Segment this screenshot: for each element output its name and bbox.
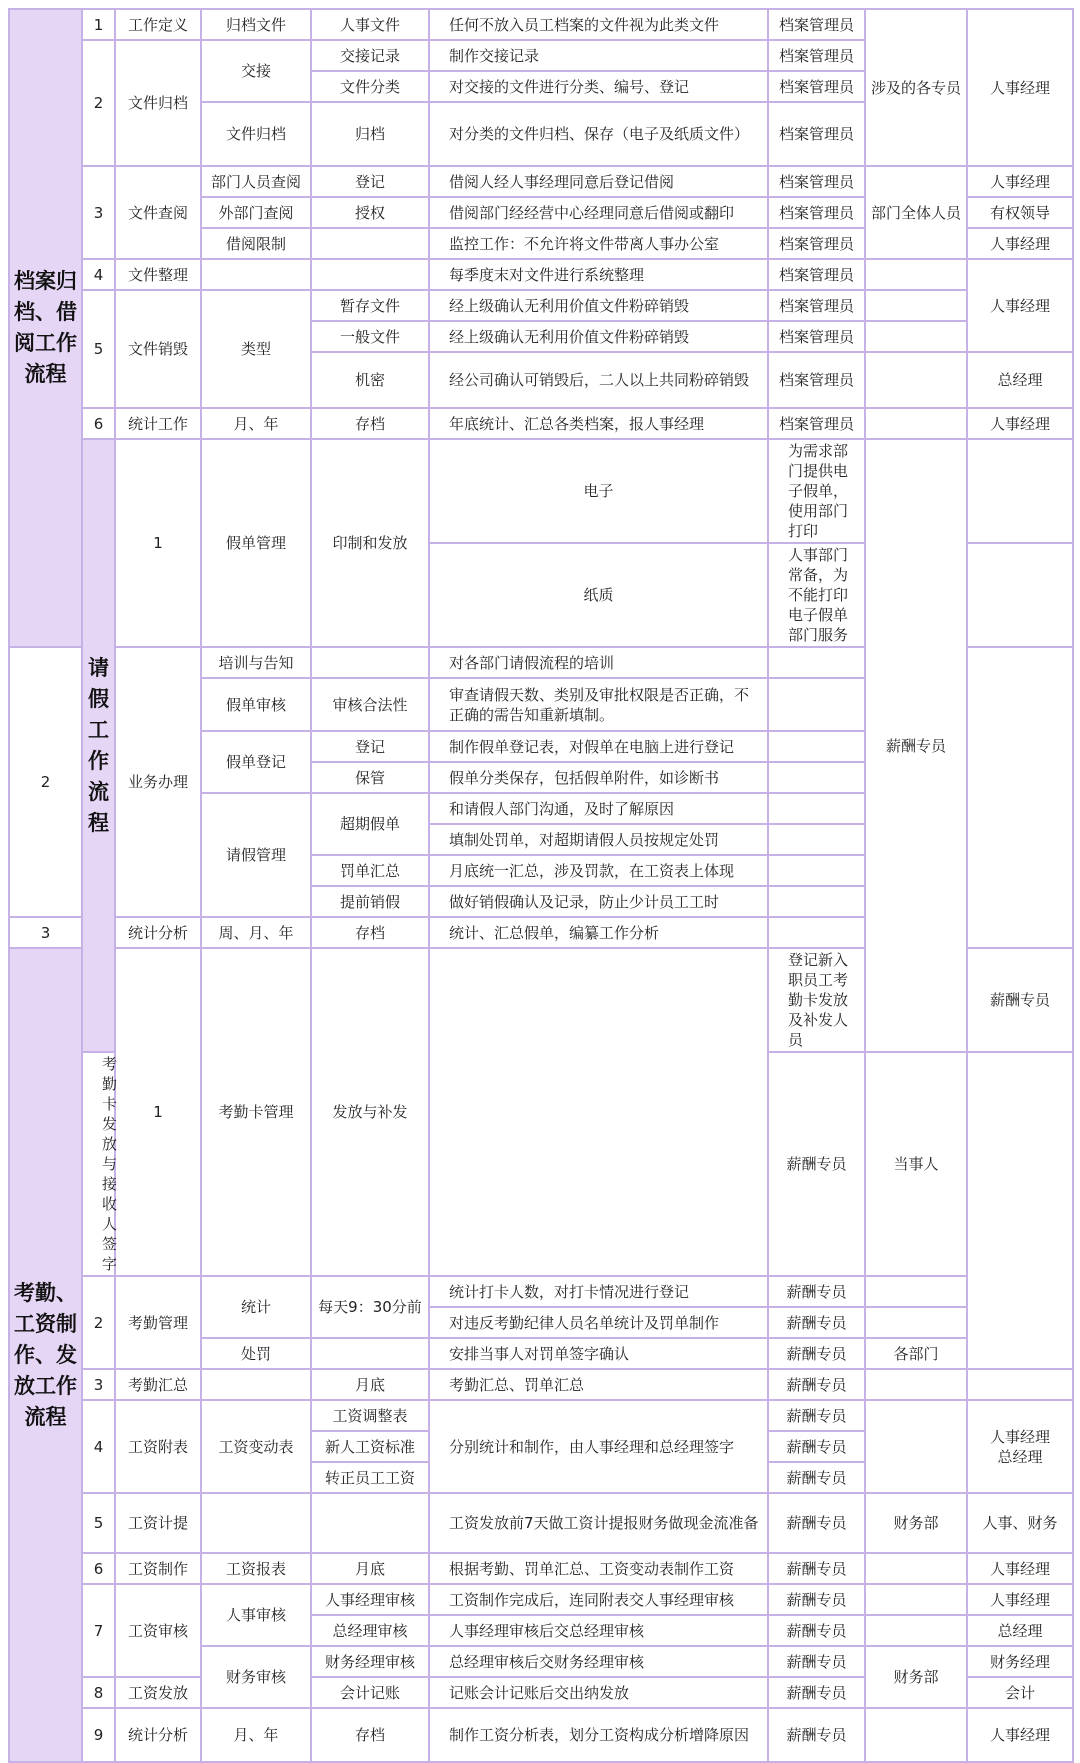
description: 根据考勤、罚单汇总、工资变动表制作工资 — [429, 1553, 768, 1584]
owner: 档案管理员 — [768, 228, 865, 259]
description: 制作工资分析表，划分工资构成分析增降原因 — [429, 1708, 768, 1762]
party — [768, 824, 865, 855]
description: 分别统计和制作，由人事经理和总经理签字 — [429, 1400, 768, 1493]
task-name: 业务办理 — [115, 647, 201, 917]
item — [311, 228, 429, 259]
description: 监控工作：不允许将文件带离人事办公室 — [429, 228, 768, 259]
party — [768, 762, 865, 793]
item: 交接记录 — [311, 40, 429, 71]
item: 财务经理审核 — [311, 1646, 429, 1677]
owner: 薪酬专员 — [768, 1584, 865, 1615]
party — [967, 439, 1073, 543]
owner: 薪酬专员 — [768, 1646, 865, 1677]
party — [865, 1708, 967, 1762]
owner: 薪酬专员 — [768, 1677, 865, 1708]
row-no: 4 — [82, 1400, 115, 1493]
party — [865, 1615, 967, 1646]
description: 经上级确认无利用价值文件粉碎销毁 — [429, 321, 768, 352]
approver: 人事经理 — [967, 1553, 1073, 1584]
task-name: 考勤卡管理 — [201, 948, 311, 1276]
approver: 人事经理 — [967, 259, 1073, 352]
description: 对违反考勤纪律人员名单统计及罚单制作 — [429, 1307, 768, 1338]
owner: 档案管理员 — [768, 259, 865, 290]
task-name: 工资计提 — [115, 1493, 201, 1553]
description: 统计打卡人数，对打卡情况进行登记 — [429, 1276, 768, 1307]
row-no: 5 — [82, 1493, 115, 1553]
sub-item: 部门人员查阅 — [201, 166, 311, 197]
approver: 财务经理 — [967, 1646, 1073, 1677]
owner: 薪酬专员 — [768, 1431, 865, 1462]
sub-item: 假单登记 — [201, 731, 311, 793]
sub-item: 人事审核 — [201, 1584, 311, 1646]
owner: 薪酬专员 — [768, 1400, 865, 1431]
item: 归档 — [311, 102, 429, 166]
item: 转正员工工资 — [311, 1462, 429, 1493]
owner: 档案管理员 — [768, 290, 865, 321]
row-no: 6 — [82, 408, 115, 439]
description: 借阅部门经经营中心经理同意后借阅或翻印 — [429, 197, 768, 228]
task-name: 考勤汇总 — [115, 1369, 201, 1400]
description: 年底统计、汇总各类档案，报人事经理 — [429, 408, 768, 439]
item: 登记 — [311, 166, 429, 197]
task-name: 工资发放 — [115, 1677, 201, 1708]
description: 总经理审核后交财务经理审核 — [429, 1646, 768, 1677]
sub-item: 归档文件 — [201, 9, 311, 40]
owner: 薪酬专员 — [768, 1462, 865, 1493]
item — [429, 948, 768, 1276]
sub-item: 处罚 — [201, 1338, 311, 1369]
item — [311, 1493, 429, 1553]
party — [768, 917, 865, 948]
owner: 薪酬专员 — [768, 1052, 865, 1276]
description: 对各部门请假流程的培训 — [429, 647, 768, 678]
row-no: 1 — [115, 948, 201, 1276]
sub-item: 工资报表 — [201, 1553, 311, 1584]
task-name: 统计工作 — [115, 408, 201, 439]
owner: 薪酬专员 — [967, 948, 1073, 1052]
party — [865, 1276, 967, 1307]
sub-item: 工资变动表 — [201, 1400, 311, 1493]
description: 人事经理审核后交总经理审核 — [429, 1615, 768, 1646]
item: 存档 — [311, 917, 429, 948]
task-name: 工资制作 — [115, 1553, 201, 1584]
approver: 人事经理 — [967, 9, 1073, 166]
task-name: 文件归档 — [115, 40, 201, 166]
task-name: 工作定义 — [115, 9, 201, 40]
approver: 有权领导 — [967, 197, 1073, 228]
party — [865, 1553, 967, 1584]
row-no: 7 — [82, 1584, 115, 1677]
row-no: 3 — [9, 917, 82, 948]
approver: 会计 — [967, 1677, 1073, 1708]
item: 机密 — [311, 352, 429, 408]
description: 为需求部门提供电子假单，使用部门打印 — [768, 439, 865, 543]
item: 一般文件 — [311, 321, 429, 352]
description: 统计、汇总假单，编纂工作分析 — [429, 917, 768, 948]
description: 经上级确认无利用价值文件粉碎销毁 — [429, 290, 768, 321]
item: 存档 — [311, 408, 429, 439]
row-no: 2 — [82, 1276, 115, 1369]
party — [768, 855, 865, 886]
description: 工资发放前7天做工资计提报财务做现金流准备 — [429, 1493, 768, 1553]
party — [865, 1307, 967, 1338]
owner: 薪酬专员 — [768, 1493, 865, 1553]
item: 每天9：30分前 — [311, 1276, 429, 1338]
task-name: 假单管理 — [201, 439, 311, 647]
sub-item: 培训与告知 — [201, 647, 311, 678]
owner: 薪酬专员 — [768, 1276, 865, 1307]
item: 授权 — [311, 197, 429, 228]
description: 记账会计记账后交出纳发放 — [429, 1677, 768, 1708]
description: 经公司确认可销毁后，二人以上共同粉碎销毁 — [429, 352, 768, 408]
description: 任何不放入员工档案的文件视为此类文件 — [429, 9, 768, 40]
owner: 档案管理员 — [768, 197, 865, 228]
approver: 人事、财务 — [967, 1493, 1073, 1553]
owner: 档案管理员 — [768, 166, 865, 197]
description: 登记新入职员工考勤卡发放及补发人员 — [768, 948, 865, 1052]
row-no: 4 — [82, 259, 115, 290]
item: 登记 — [311, 731, 429, 762]
sub-item: 月、年 — [201, 1708, 311, 1762]
party — [768, 793, 865, 824]
owner: 薪酬专员 — [865, 439, 967, 1052]
description: 人事部门常备，为不能打印电子假单部门服务 — [768, 543, 865, 647]
task-name: 统计分析 — [115, 917, 201, 948]
sub-item: 财务审核 — [201, 1646, 311, 1708]
party — [865, 352, 967, 408]
owner: 薪酬专员 — [768, 1369, 865, 1400]
sub-item: 假单审核 — [201, 678, 311, 731]
item: 人事经理审核 — [311, 1584, 429, 1615]
description: 制作交接记录 — [429, 40, 768, 71]
sub-item: 交接 — [201, 40, 311, 102]
sub-item: 月、年 — [201, 408, 311, 439]
approver: 人事经理 — [967, 408, 1073, 439]
owner: 档案管理员 — [768, 102, 865, 166]
party — [865, 321, 967, 352]
party — [865, 1369, 967, 1400]
item: 超期假单 — [311, 793, 429, 855]
item: 文件分类 — [311, 71, 429, 102]
item: 暂存文件 — [311, 290, 429, 321]
task-name: 统计分析 — [115, 1708, 201, 1762]
sub-item: 印制和发放 — [311, 439, 429, 647]
party — [865, 1584, 967, 1615]
section-payroll-title: 考勤、工资制作、发放工作流程 — [9, 948, 82, 1762]
party: 部门全体人员 — [865, 166, 967, 259]
item: 月底 — [311, 1553, 429, 1584]
item: 人事文件 — [311, 9, 429, 40]
task-name: 文件整理 — [115, 259, 201, 290]
item: 保管 — [311, 762, 429, 793]
item: 纸质 — [429, 543, 768, 647]
party — [768, 647, 865, 678]
row-no: 2 — [9, 647, 82, 917]
party: 涉及的各专员 — [865, 9, 967, 166]
owner: 档案管理员 — [768, 321, 865, 352]
item: 总经理审核 — [311, 1615, 429, 1646]
sub-item: 外部门查阅 — [201, 197, 311, 228]
row-no: 2 — [82, 40, 115, 166]
item: 罚单汇总 — [311, 855, 429, 886]
task-name: 文件查阅 — [115, 166, 201, 259]
row-no: 1 — [82, 9, 115, 40]
approver: 人事经理 — [967, 1708, 1073, 1762]
item: 存档 — [311, 1708, 429, 1762]
sub-item: 统计 — [201, 1276, 311, 1338]
approver: 总经理 — [967, 352, 1073, 408]
approver: 人事经理 — [967, 1584, 1073, 1615]
owner: 薪酬专员 — [768, 1553, 865, 1584]
party — [768, 678, 865, 731]
description: 填制处罚单，对超期请假人员按规定处罚 — [429, 824, 768, 855]
task-name: 文件销毁 — [115, 290, 201, 408]
description: 工资制作完成后，连同附表交人事经理审核 — [429, 1584, 768, 1615]
party — [967, 543, 1073, 647]
description: 月底统一汇总，涉及罚款，在工资表上体现 — [429, 855, 768, 886]
row-no: 1 — [115, 439, 201, 647]
task-name: 考勤管理 — [115, 1276, 201, 1369]
sub-item: 借阅限制 — [201, 228, 311, 259]
sub-item: 文件归档 — [201, 102, 311, 166]
owner: 薪酬专员 — [768, 1708, 865, 1762]
party: 财务部 — [865, 1646, 967, 1708]
party — [865, 290, 967, 321]
party: 各部门 — [865, 1338, 967, 1369]
item: 审核合法性 — [311, 678, 429, 731]
row-no: 3 — [82, 1369, 115, 1400]
description: 考勤汇总、罚单汇总 — [429, 1369, 768, 1400]
owner: 档案管理员 — [768, 71, 865, 102]
sub-item: 周、月、年 — [201, 917, 311, 948]
description: 考勤卡发放与接收人签字 — [82, 1052, 115, 1276]
item: 电子 — [429, 439, 768, 543]
party — [865, 408, 967, 439]
row-no: 8 — [82, 1677, 115, 1708]
sub-item — [201, 259, 311, 290]
approver: 人事经理 总经理 — [967, 1400, 1073, 1493]
sub-item — [201, 1369, 311, 1400]
item — [311, 259, 429, 290]
task-name: 工资审核 — [115, 1584, 201, 1677]
row-no: 6 — [82, 1553, 115, 1584]
item: 工资调整表 — [311, 1400, 429, 1431]
item: 会计记账 — [311, 1677, 429, 1708]
party: 财务部 — [865, 1493, 967, 1553]
section-archive-title: 档案归档、借阅工作流程 — [9, 9, 82, 647]
description: 安排当事人对罚单签字确认 — [429, 1338, 768, 1369]
row-no: 5 — [82, 290, 115, 408]
approver — [967, 1369, 1073, 1400]
description: 制作假单登记表，对假单在电脑上进行登记 — [429, 731, 768, 762]
sub-item: 类型 — [201, 290, 311, 408]
item: 新人工资标准 — [311, 1431, 429, 1462]
section-leave-title: 请假工作流程 — [82, 439, 115, 1052]
description: 审查请假天数、类别及审批权限是否正确，不正确的需告知重新填制。 — [429, 678, 768, 731]
party — [768, 886, 865, 917]
owner: 档案管理员 — [768, 40, 865, 71]
approver: 人事经理 — [967, 166, 1073, 197]
task-name: 工资附表 — [115, 1400, 201, 1493]
row-no: 9 — [82, 1708, 115, 1762]
party: 当事人 — [865, 1052, 967, 1276]
sub-item — [201, 1493, 311, 1553]
owner: 薪酬专员 — [768, 1307, 865, 1338]
description: 每季度末对文件进行系统整理 — [429, 259, 768, 290]
row-no: 3 — [82, 166, 115, 259]
description: 对分类的文件归档、保存（电子及纸质文件） — [429, 102, 768, 166]
party — [865, 1400, 967, 1493]
item — [311, 1338, 429, 1369]
description: 假单分类保存，包括假单附件，如诊断书 — [429, 762, 768, 793]
approver: 总经理 — [967, 1615, 1073, 1646]
owner: 档案管理员 — [768, 408, 865, 439]
owner: 薪酬专员 — [768, 1338, 865, 1369]
party — [768, 731, 865, 762]
description: 借阅人经人事经理同意后登记借阅 — [429, 166, 768, 197]
item: 月底 — [311, 1369, 429, 1400]
owner: 档案管理员 — [768, 352, 865, 408]
item: 提前销假 — [311, 886, 429, 917]
workflow-table — [8, 8, 1074, 1763]
sub-item: 请假管理 — [201, 793, 311, 917]
description: 对交接的文件进行分类、编号、登记 — [429, 71, 768, 102]
owner: 薪酬专员 — [768, 1615, 865, 1646]
sub-item: 发放与补发 — [311, 948, 429, 1276]
description: 做好销假确认及记录，防止少计员工工时 — [429, 886, 768, 917]
party — [865, 259, 967, 290]
description: 和请假人部门沟通，及时了解原因 — [429, 793, 768, 824]
owner: 档案管理员 — [768, 9, 865, 40]
approver: 人事经理 — [967, 228, 1073, 259]
item — [311, 647, 429, 678]
